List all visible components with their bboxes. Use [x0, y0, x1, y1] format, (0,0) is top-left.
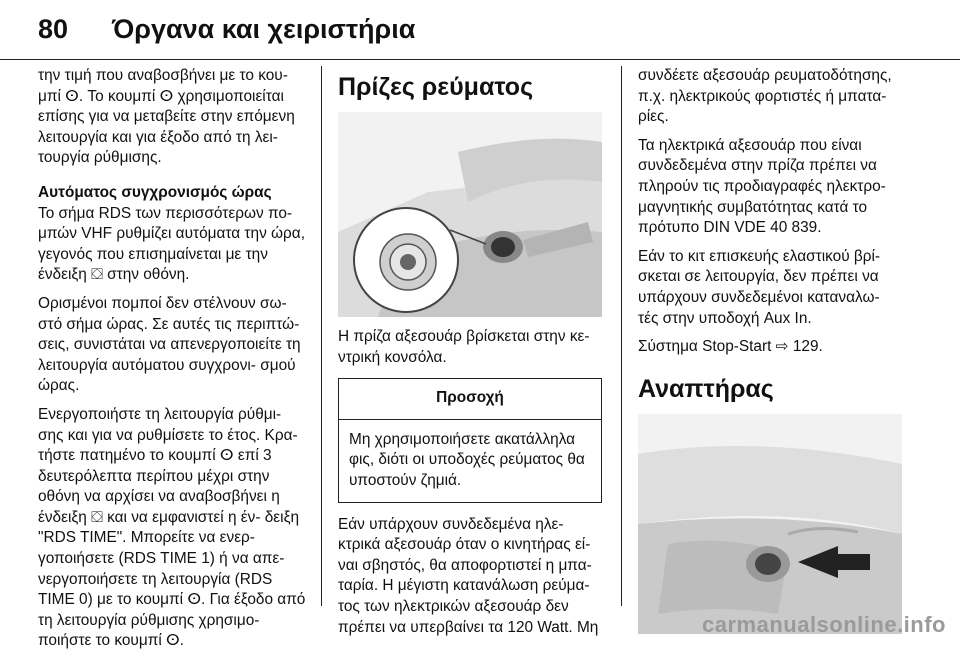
column-3 [638, 66, 904, 634]
paragraph-activate-rds-time: Ενεργοποιήστε τη λειτουργία ρύθμι- σης και για να ρυθμίσετε το έτος. Κρα- τήστε πατημένο το κουμπί ⵙ επί 3 δευτερόλεπτα περίπου μέχρι στην οθόνη να αρχίσει να αναβοσβήνει η ένδειξη ⛋ και να εμφανιστεί η έν- δειξη "RDS TIME". Μπορείτε να ενερ- γοποιήσετε (RDS TIME 1) ή να απε- νεργοποιήσετε τη λειτουργία (RDS TIME 0) με το κουμπί ⵙ. Για έξοδο από τη λειτουργία ρύθμισης χρησιμο- ποιήστε το κουμπί ⵙ. [38, 405, 306, 650]
header-divider [0, 59, 960, 60]
page-header [0, 0, 960, 58]
subheading-auto-time-sync: Αυτόματος συγχρονισμός ώρας [38, 183, 272, 201]
column-divider-2 [621, 66, 622, 606]
column-1 [38, 66, 310, 660]
page-number: 80 [38, 14, 69, 44]
paragraph-tyre-repair-kit: Εάν το κιτ επισκευής ελαστικού βρί- σκεται σε λειτουργία, δεν πρέπει να υπάρχουν συνδεδεμένοι καταναλω- τές στην υποδοχή Aux In. [638, 247, 881, 327]
paragraph-incorrect-signal: Ορισμένοι πομποί δεν στέλνουν σω- στό σήμα ώρας. Σε αυτές τις περιπτώ- σεις, συνιστάται να απενεργοποιείτε τη λειτουργία αυτόματου συγχρονι- σμού ώρας. [38, 294, 301, 395]
caption-outlet-location: Η πρίζα αξεσουάρ βρίσκεται στην κε- ντρική κονσόλα. [338, 328, 590, 366]
paragraph-stop-start-reference: Σύστημα Stop-Start ⇨ 129. [638, 338, 823, 356]
heading-power-outlets: Πρίζες ρεύματος [338, 73, 534, 101]
caution-title: Προσοχή [339, 379, 601, 420]
caution-box [338, 378, 602, 502]
paragraph-battery-discharge: Εάν υπάρχουν συνδεδεμένα ηλε- κτρικά αξεσουάρ όταν ο κινητήρας εί- ναι σβηστός, θα αποφορτιστεί η μπα- ταρία. Η μέγιστη κατανάλωση ρεύμα- τος των ηλεκτρικών αξεσουάρ δεν πρέπει να υπερβαίνει τα 120 Watt. Μη [338, 515, 599, 636]
power-outlet-illustration [338, 112, 602, 317]
cigarette-lighter-illustration [638, 414, 902, 634]
paragraph-rds-signal: Το σήμα RDS των περισσότερων πο- μπών VHF ρυθμίζει αυτόματα την ώρα, γεγονός που επισημαίνεται με την ένδειξη ⛋ στην οθόνη. [38, 204, 305, 284]
heading-cigarette-lighter: Αναπτήρας [638, 374, 774, 403]
watermark: carmanualsonline.info [702, 612, 946, 637]
paragraph-no-power-accessories: συνδέετε αξεσουάρ ρευματοδότησης, π.χ. ηλεκτρικούς φορτιστές ή μπατα- ρίες. [638, 67, 892, 126]
column-divider-1 [321, 66, 322, 606]
caution-text: Μη χρησιμοποιήσετε ακατάλληλα φις, διότι οι υποδοχές ρεύματος θα υποστούν ζημιά. [349, 430, 585, 489]
paragraph-clock-setting-end: την τιμή που αναβοσβήνει με το κου- μπί ⵙ. Το κουμπί ⵙ χρησιμοποιείται επίσης για να μεταβείτε στην επόμενη λειτουργία και για έξοδο από τη λει- τουργία ρύθμισης. [38, 67, 295, 167]
paragraph-emc-standard: Τα ηλεκτρικά αξεσουάρ που είναι συνδεδεμένα στην πρίζα πρέπει να πληρούν τις προδιαγραφές ηλεκτρο- μαγνητικής συμβατότητας κατά το πρότυπο DIN VDE 40 839. [638, 136, 886, 237]
column-2 [338, 66, 602, 646]
chapter-title: Όργανα και χειριστήρια [112, 14, 416, 44]
